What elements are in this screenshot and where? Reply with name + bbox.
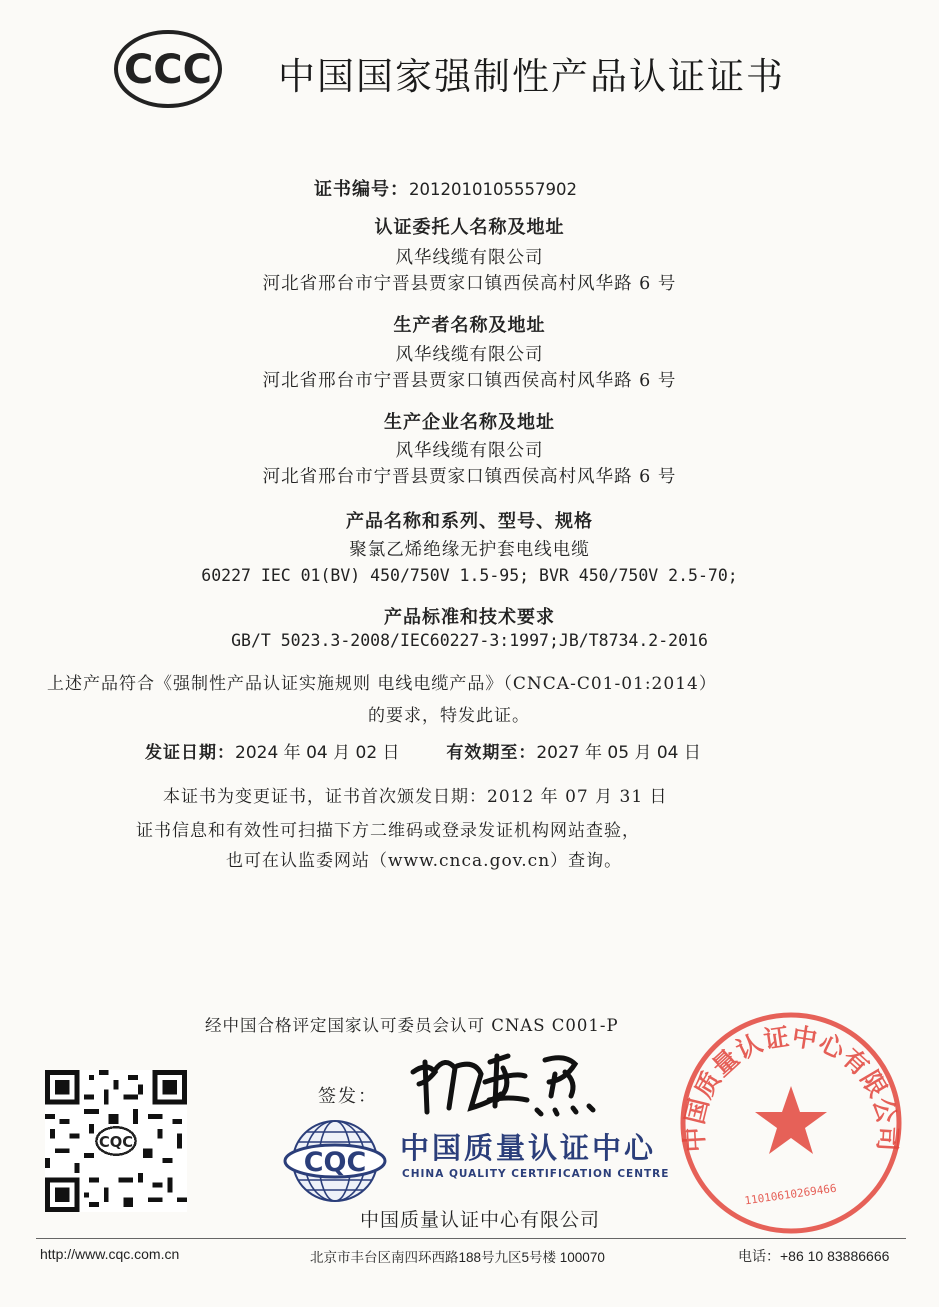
cnca-note: 也可在认监委网站（www.cnca.gov.cn）查询。 <box>226 851 623 871</box>
certificate-number: 2012010105557902 <box>409 180 577 199</box>
manufacturer-address: 河北省邢台市宁晋县贾家口镇西侯高村风华路 6 号 <box>262 371 677 391</box>
standards-label: 产品标准和技术要求 <box>384 607 555 628</box>
conformity-statement-end: 的要求，特发此证。 <box>368 706 530 726</box>
certificate-title: 中国国家强制性产品认证证书 <box>278 55 785 98</box>
signature <box>405 1042 605 1122</box>
issuer-name-cn: 中国质量认证中心 <box>400 1131 657 1165</box>
variation-note: 本证书为变更证书，证书首次颁发日期：2012 年 07 月 31 日 <box>163 787 668 807</box>
issuer-name-en: CHINA QUALITY CERTIFICATION CENTRE <box>402 1168 670 1180</box>
seal-number: 1101061026946​6 <box>743 1181 838 1208</box>
conformity-statement: 上述产品符合《强制性产品认证实施规则 电线电缆产品》（CNCA-C01-01:2014） <box>47 674 717 694</box>
cqc-logo <box>280 1118 390 1204</box>
factory-address: 河北省邢台市宁晋县贾家口镇西侯高村风华路 6 号 <box>262 467 677 487</box>
product-name: 聚氯乙烯绝缘无护套电线电缆 <box>349 540 590 560</box>
issue-date: 2024 年 04 月 02 日 <box>235 743 400 763</box>
product-label: 产品名称和系列、型号、规格 <box>346 511 593 532</box>
ccc-logo-text: CCC <box>123 47 213 93</box>
official-seal <box>676 1008 906 1238</box>
dates-row <box>145 738 701 763</box>
applicant-name: 风华线缆有限公司 <box>395 248 544 268</box>
issuer-company: 中国质量认证中心有限公司 <box>360 1209 601 1231</box>
verification-note: 证书信息和有效性可扫描下方二维码或登录发证机构网站查验， <box>136 821 640 841</box>
product-models: 60227 IEC 01(BV) 450/750V 1.5-95; BVR 450/750V 2.5-70; <box>201 566 738 585</box>
certificate-number-row <box>314 175 577 201</box>
svg-text:CQC: CQC <box>98 1133 134 1151</box>
factory-name: 风华线缆有限公司 <box>395 441 544 461</box>
footer-divider <box>36 1238 906 1239</box>
applicant-address: 河北省邢台市宁晋县贾家口镇西侯高村风华路 6 号 <box>262 274 677 294</box>
footer-phone: 电话：+86 10 83886666 <box>738 1248 890 1264</box>
qr-code[interactable] <box>45 1070 187 1212</box>
seal-text: 中国质量认证中心有限公司 <box>679 1021 903 1153</box>
applicant-label: 认证委托人名称及地址 <box>374 217 565 238</box>
cqc-logo-text: CQC <box>303 1147 367 1178</box>
footer-website[interactable]: http://www.cqc.com.cn <box>40 1246 180 1262</box>
certificate-number-label: 证书编号： <box>314 179 409 200</box>
manufacturer-label: 生产者名称及地址 <box>393 315 546 336</box>
expiry-date-label: 有效期至： <box>446 743 537 763</box>
issue-date-label: 发证日期： <box>145 743 235 763</box>
footer-address: 北京市丰台区南四环西路188号九区5号楼 100070 <box>310 1250 605 1265</box>
manufacturer-name: 风华线缆有限公司 <box>395 345 544 365</box>
issued-by-label: 签发： <box>318 1086 378 1107</box>
ccc-logo <box>112 28 224 110</box>
standards-value: GB/T 5023.3-2008/IEC60227-3:1997;JB/T8734.2-2016 <box>231 631 708 650</box>
factory-label: 生产企业名称及地址 <box>384 412 555 433</box>
accreditation-statement: 经中国合格评定国家认可委员会认可 CNAS C001-P <box>205 1016 619 1035</box>
expiry-date: 2027 年 05 月 04 日 <box>536 743 701 763</box>
